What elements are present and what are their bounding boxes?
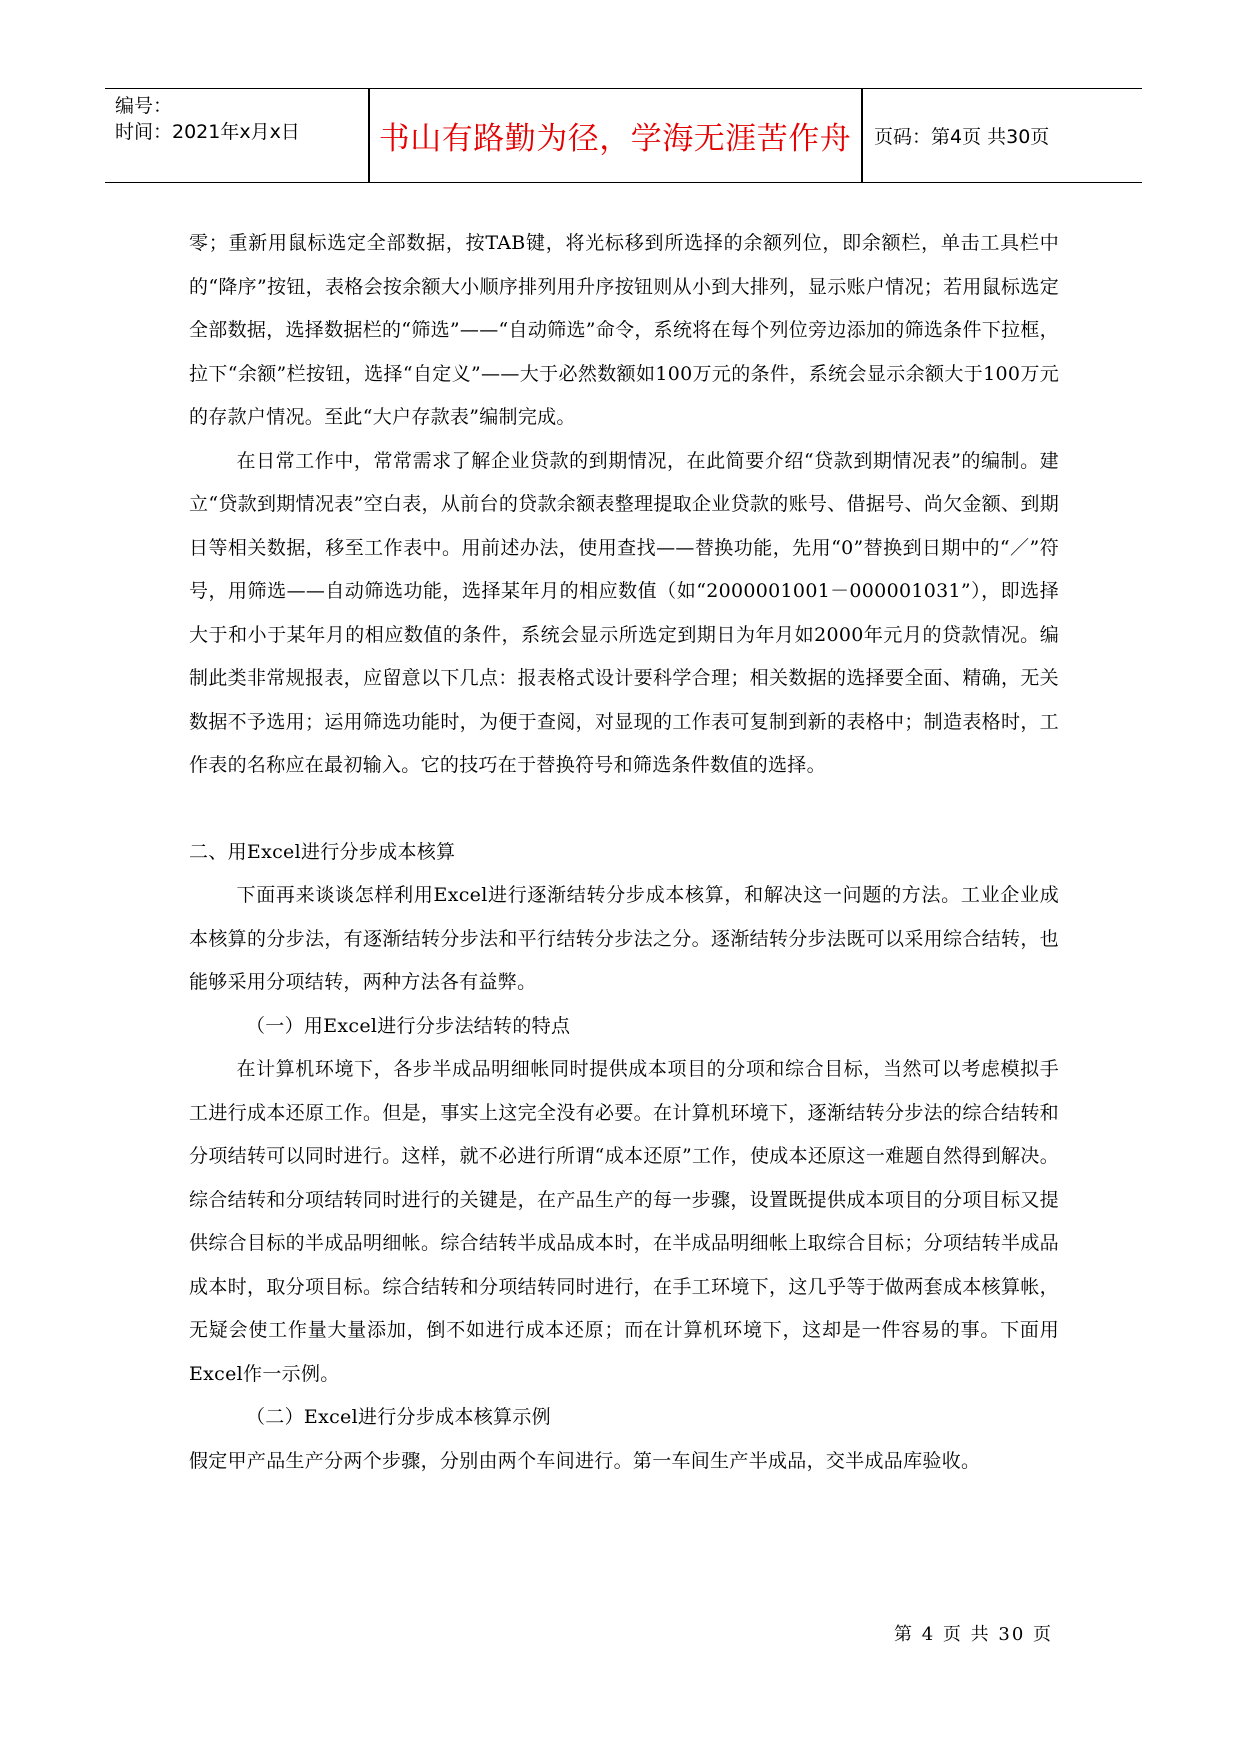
paragraph: 在日常工作中，常常需求了解企业贷款的到期情况，在此简要介绍“贷款到期情况表”的编制。建立“贷款到期情况表”空白表，从前台的贷款余额表整理提取企业贷款的账号、借据号、尚欠金额、到期日等相关数据，移至工作表中。用前述办法，使用查找——替换功能，先用“0”替换到日期中的“／”符号，用筛选——自动筛选功能，选择某年月的相应数值（如“2000001001－000001031”），即选择大于和小于某年月的相应数值的条件，系统会显示所选定到期日为年月如2000年元月的贷款情况。编制此类非常规报表，应留意以下几点：报表格式设计要科学合理；相关数据的选择要全面、精确，无关数据不予选用；运用筛选功能时，为便于查阅，对显现的工作表可复制到新的表格中；制造表格时，工作表的名称应在最初输入。它的技巧在于替换符号和筛选条件数值的选择。 [189, 449, 1059, 776]
paragraph: 零；重新用鼠标选定全部数据，按TAB键，将光标移到所选择的余额列位，即余额栏，单击工具栏中的“降序”按钮，表格会按余额大小顺序排列用升序按钮则从小到大排列，显示账户情况；若用鼠标选定全部数据，选择数据栏的“筛选”——“自动筛选”命令，系统将在每个列位旁边添加的筛选条件下拉框，拉下“余额”栏按钮，选择“自定义”——大于必然数额如100万元的条件，系统会显示余额大于100万元的存款户情况。至此“大户存款表”编制完成。 [189, 232, 1059, 428]
header-meta [115, 93, 365, 145]
header-divider [861, 89, 863, 182]
document-time-label: 时间：2021年x月x日 [115, 121, 300, 143]
paragraph: 假定甲产品生产分两个步骤，分别由两个车间进行。第一车间生产半成品，交半成品库验收。 [189, 1449, 981, 1472]
subsection-heading: （一）用Excel进行分步法结转的特点 [246, 1014, 571, 1037]
section-heading: 二、用Excel进行分步成本核算 [189, 840, 456, 863]
paragraph: 在计算机环境下，各步半成品明细帐同时提供成本项目的分项和综合目标，当然可以考虑模拟手工进行成本还原工作。但是，事实上这完全没有必要。在计算机环境下，逐渐结转分步法的综合结转和分项结转可以同时进行。这样，就不必进行所谓“成本还原”工作，使成本还原这一难题自然得到解决。综合结转和分项结转同时进行的关键是，在产品生产的每一步骤，设置既提供成本项目的分项目标又提供综合目标的半成品明细帐。综合结转半成品成本时，在半成品明细帐上取综合目标；分项结转半成品成本时，取分项目标。综合结转和分项结转同时进行，在手工环境下，这几乎等于做两套成本核算帐，无疑会使工作量大量添加，倒不如进行成本还原；而在计算机环境下，这却是一件容易的事。下面用Excel作一示例。 [189, 1058, 1059, 1385]
header-motto: 书山有路勤为径，学海无涯苦作舟 [378, 121, 852, 157]
spacer [189, 788, 1059, 831]
document-number-label: 编号： [115, 95, 173, 117]
page-footer: 第 4 页 共 30 页 [894, 1624, 1053, 1645]
document-body [189, 222, 1059, 1483]
paragraph: 下面再来谈谈怎样利用Excel进行逐渐结转分步成本核算，和解决这一问题的方法。工业企业成本核算的分步法，有逐渐结转分步法和平行结转分步法之分。逐渐结转分步法既可以采用综合结转，也能够采用分项结转，两种方法各有益弊。 [189, 884, 1059, 993]
header-page-info: 页码：第4页 共30页 [874, 126, 1050, 148]
page-header [105, 88, 1142, 183]
subsection-heading: （二）Excel进行分步成本核算示例 [246, 1406, 551, 1428]
